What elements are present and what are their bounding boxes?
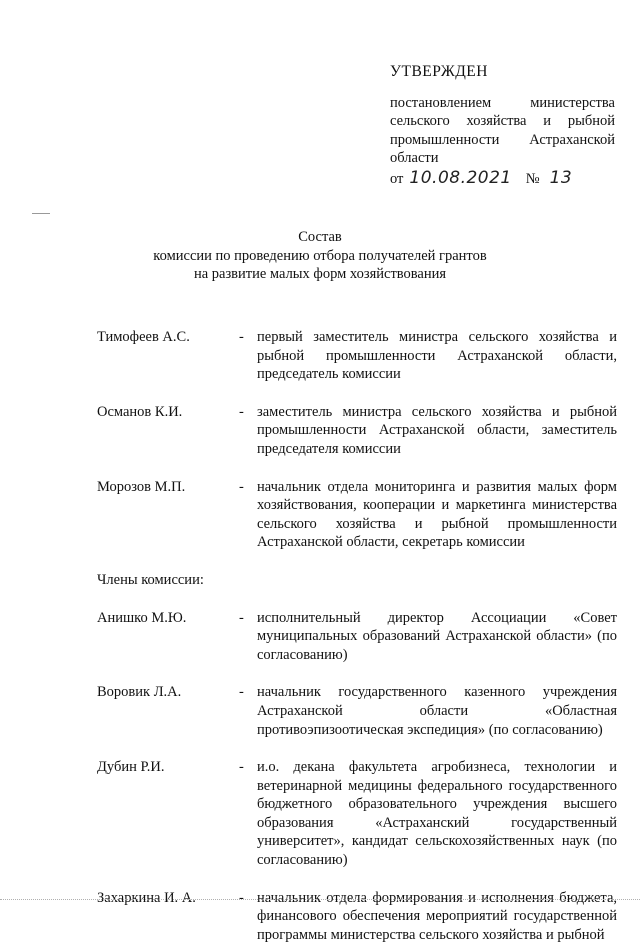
approval-title: УТВЕРЖДЕН (390, 63, 488, 80)
member-row (97, 609, 617, 665)
member-dash: - (239, 684, 244, 701)
member-role: и.о. декана факультета агробизнеса, технологии и ветеринарной медицины федерального государственного бюджетного образовательного учреждения высшего образования «Астраханский государственный университет», кандидат сельскохозяйственных наук (по согласованию) (257, 759, 617, 869)
margin-tick (32, 213, 50, 214)
member-row (97, 889, 617, 944)
approval-text: постановлением министерства сельского хозяйства и рыбной промышленности Астраханской области (390, 94, 615, 167)
member-row (97, 683, 617, 739)
members-label: Члены комиссии: (97, 571, 204, 588)
member-name: Захаркина И. А. (97, 889, 196, 906)
member-role: начальник отдела формирования и исполнения бюджета, финансового обеспечения мероприятий государственной программы министерства сельского хозяйства и рыбной (257, 889, 617, 943)
member-name: Морозов М.П. (97, 478, 186, 495)
date-prefix: от (390, 170, 404, 187)
member-role: исполнительный директор Ассоциации «Совет муниципальных образований Астраханской области» (по согласованию) (257, 609, 617, 663)
member-dash: - (239, 759, 244, 776)
member-dash: - (239, 609, 244, 626)
member-role: начальник отдела мониторинга и развития малых форм хозяйствования, кооперации и маркетинга министерства сельского хозяйства и рыбной промышленности Астраханской области, секретарь комиссии (257, 478, 617, 551)
heading-line-3: на развитие малых форм хозяйствования (193, 266, 447, 283)
commission-list (97, 328, 617, 944)
member-dash: - (239, 329, 244, 345)
number-prefix: № (525, 170, 540, 187)
page-bottom-edge (0, 899, 640, 900)
member-name: Воровик Л.А. (97, 684, 182, 701)
heading-line-2: комиссии по проведению отбора получателей грантов (153, 247, 487, 264)
member-name: Тимофеев А.С. (97, 329, 190, 345)
member-name: Анишко М.Ю. (97, 609, 187, 626)
heading-line-1: Состав (298, 229, 342, 245)
member-name: Османов К.И. (97, 403, 183, 420)
member-row (97, 328, 617, 384)
member-role: первый заместитель министра сельского хозяйства и рыбной промышленности Астраханской области, председатель комиссии (257, 329, 617, 383)
member-row (97, 403, 617, 459)
approval-block (390, 63, 615, 189)
member-row (97, 478, 617, 552)
handwritten-number: 13 (549, 167, 573, 188)
member-dash: - (239, 478, 244, 495)
member-role: заместитель министра сельского хозяйства и рыбной промышленности Астраханской области, заместитель председателя комиссии (257, 403, 617, 457)
member-name: Дубин Р.И. (97, 759, 165, 776)
handwritten-date: 10.08.2021 (409, 167, 512, 188)
document-heading (0, 228, 640, 284)
member-role: начальник государственного казенного учреждения Астраханской области «Областная противоэпизоотическая экспедиция» (по согласованию) (257, 684, 617, 738)
approval-date-line (390, 169, 615, 189)
member-dash: - (239, 403, 244, 420)
member-row (97, 758, 617, 870)
member-dash: - (239, 889, 244, 906)
